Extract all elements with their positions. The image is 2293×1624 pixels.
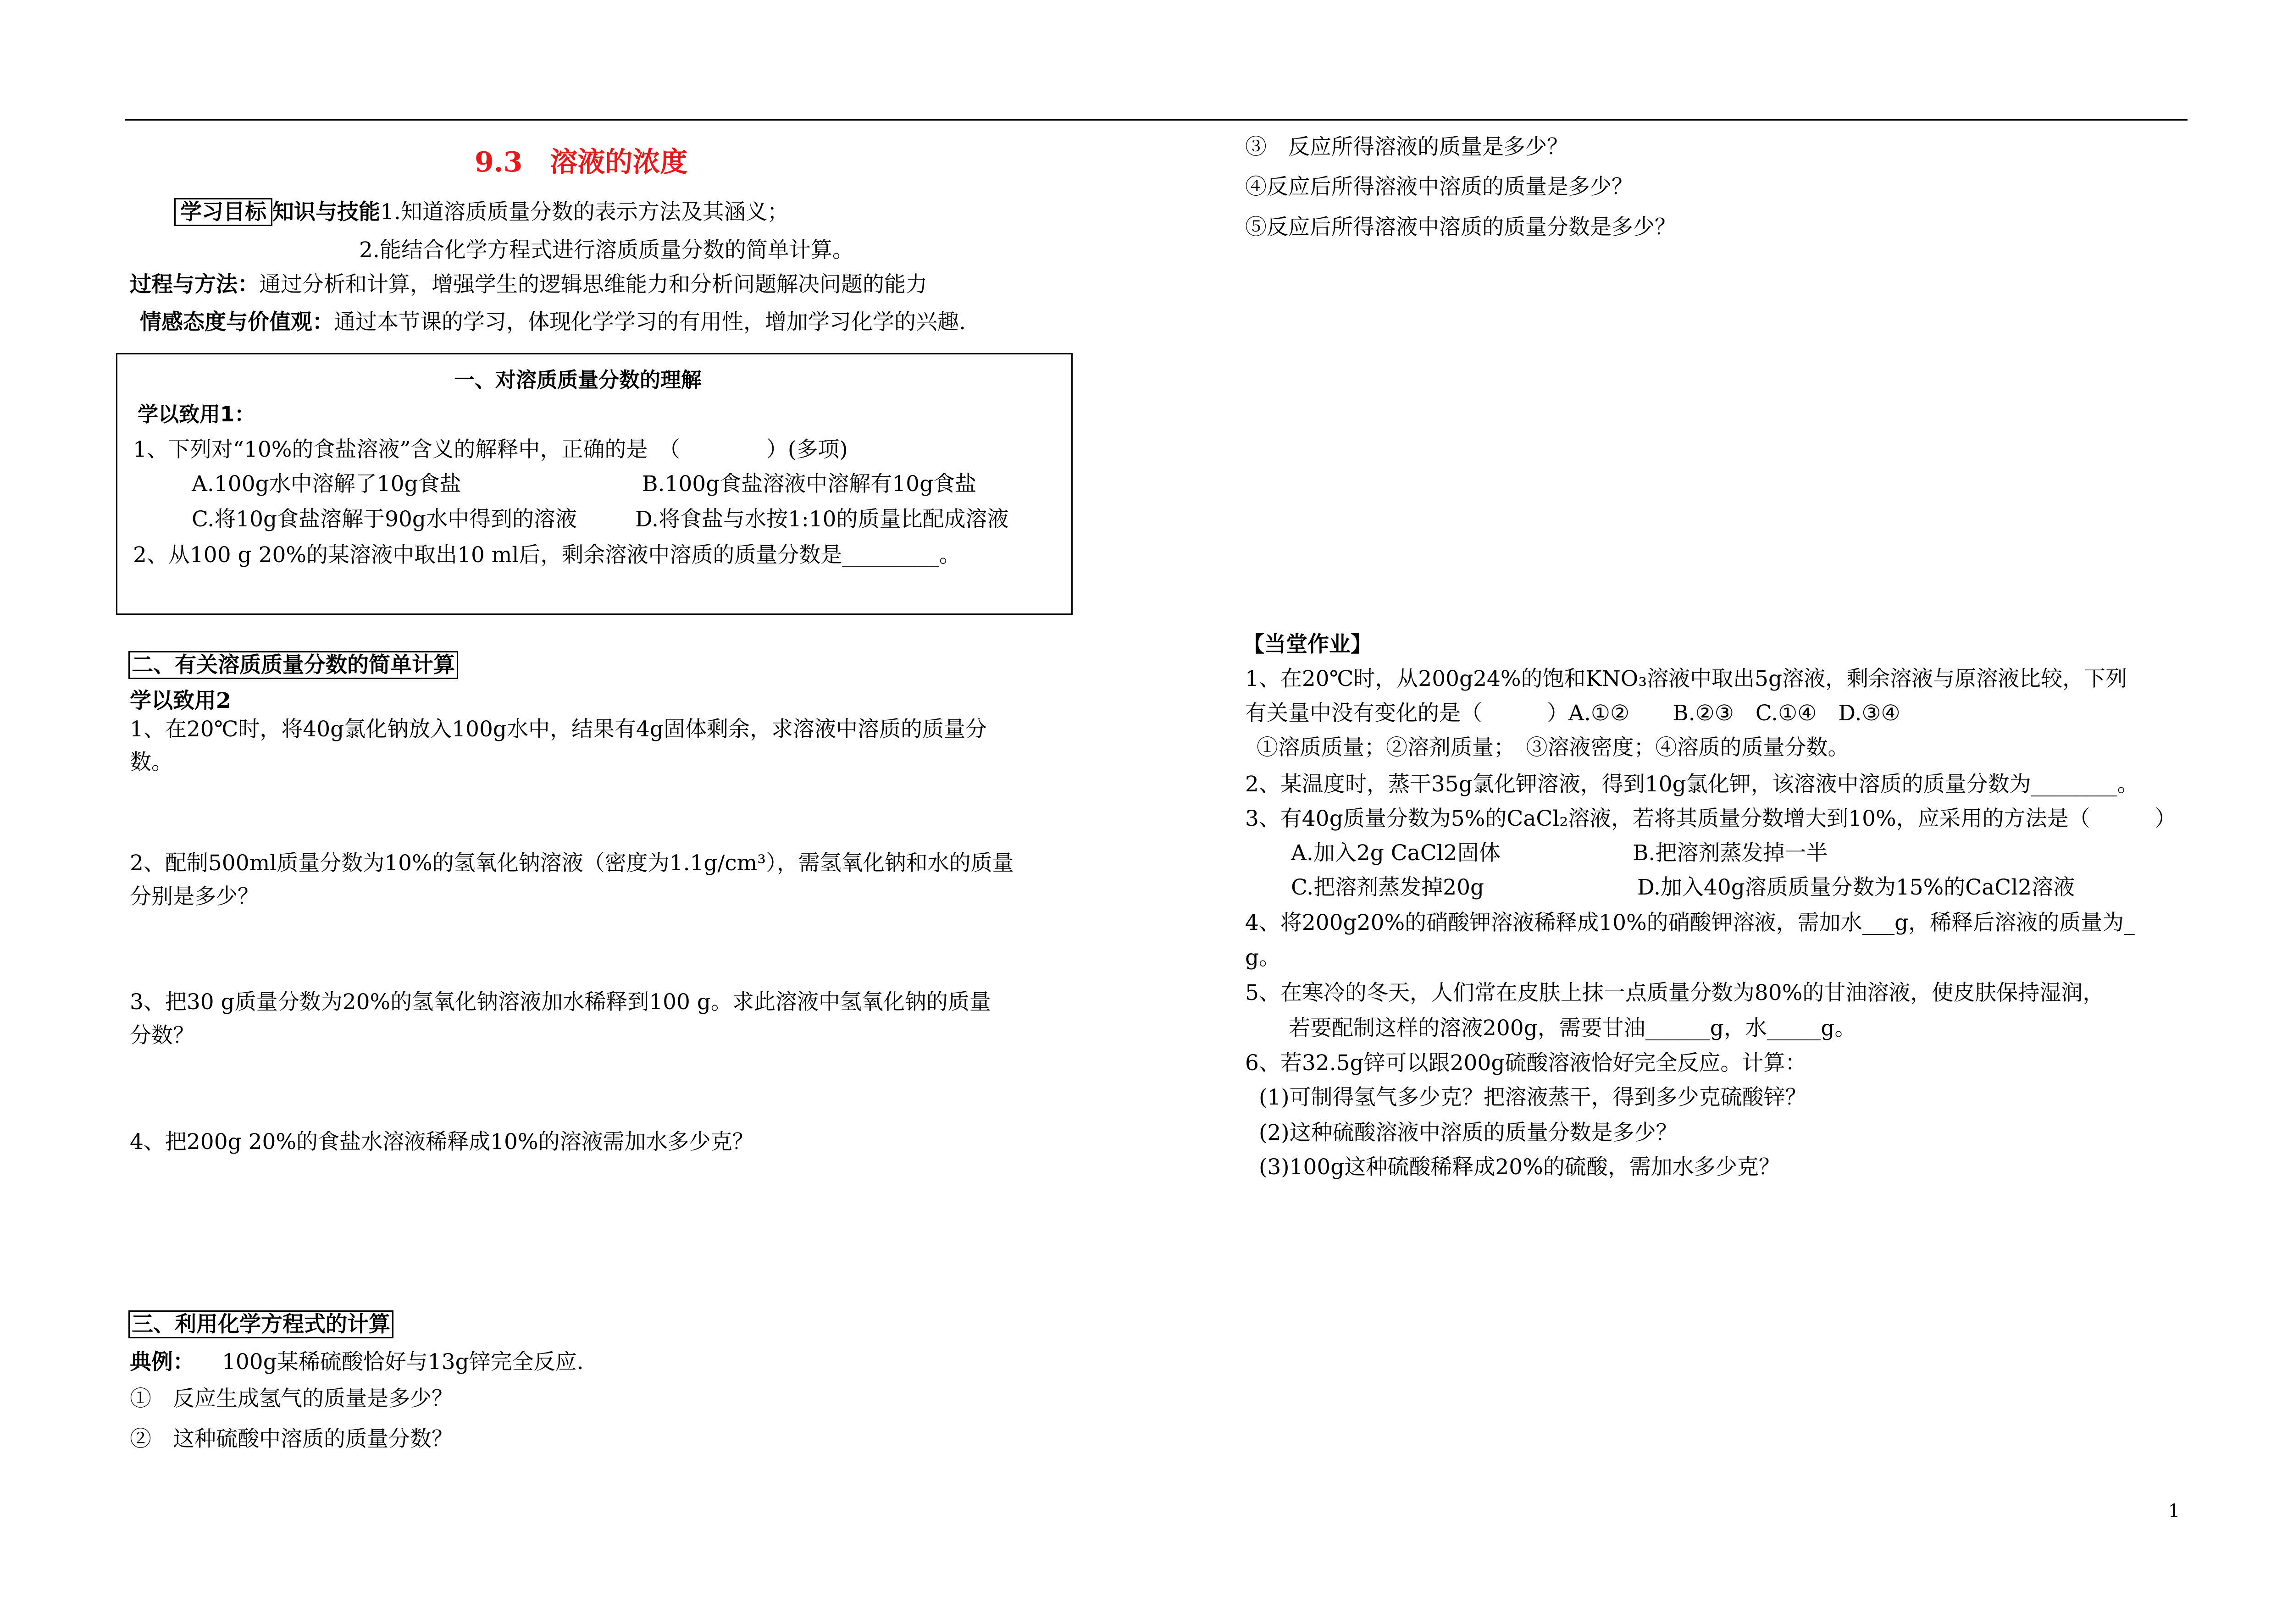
hw-heading: 【当堂作业】 xyxy=(1243,632,1372,657)
hw-q3-b: B.把溶剂蒸发掉一半 xyxy=(1633,840,1828,866)
hw-q4-line2: g。 xyxy=(1245,945,1281,970)
goal-emotion-line xyxy=(140,308,966,336)
hw-q6-1: (1)可制得氢气多少克？把溶液蒸干，得到多少克硫酸锌？ xyxy=(1259,1085,1807,1110)
sec2-q2-line2: 分别是多少？ xyxy=(130,884,259,909)
sec2-subhead: 学以致用2 xyxy=(130,688,231,713)
hw-q3: 3、有40g质量分数为5%的CaCl₂溶液，若将其质量分数增大到10%，应采用的方法是（ ） xyxy=(1245,806,2177,831)
sec3-heading: 三、利用化学方程式的计算 xyxy=(128,1310,393,1338)
hw-q5-line2: 若要配制这样的溶液200g，需要甘油______g，水_____g。 xyxy=(1289,1016,1856,1041)
goal-line-1 xyxy=(174,198,789,226)
hw-q1-line1: 1、在20℃时，从200g24%的饱和KNO₃溶液中取出5g溶液，剩余溶液与原溶液比较，下列 xyxy=(1245,666,2127,691)
hw-q3-c: C.把溶剂蒸发掉20g xyxy=(1291,875,1484,900)
goal-process-label: 过程与方法： xyxy=(130,272,259,297)
goal-emotion-text: 通过本节课的学习，体现化学学习的有用性，增加学习化学的兴趣. xyxy=(334,309,966,335)
sec1-subhead: 学以致用1： xyxy=(138,402,255,426)
sec2-q2-line1: 2、配制500ml质量分数为10%的氢氧化钠溶液（密度为1.1g/cm³），需氢氧化钠和水的质量 xyxy=(130,851,1014,876)
sec1-q1-b: B.100g食盐溶液中溶解有10g食盐 xyxy=(642,471,977,497)
sec2-heading: 二、有关溶质质量分数的简单计算 xyxy=(128,651,458,679)
goal-emotion-label: 情感态度与价值观： xyxy=(140,309,334,335)
hw-q6: 6、若32.5g锌可以跟200g硫酸溶液恰好完全反应。计算： xyxy=(1245,1050,1807,1076)
hw-q6-2: (2)这种硫酸溶液中溶质的质量分数是多少？ xyxy=(1259,1120,1678,1145)
sec2-heading-wrap xyxy=(128,651,458,679)
goal-knowledge-label: 知识与技能 xyxy=(272,199,380,225)
hw-q5-line1: 5、在寒冷的冬天，人们常在皮肤上抹一点质量分数为80%的甘油溶液，使皮肤保持湿润， xyxy=(1245,980,2105,1005)
sec3-q2: ② 这种硫酸中溶质的质量分数？ xyxy=(130,1426,453,1452)
sec1-q2: 2、从100 g 20%的某溶液中取出10 ml后，剩余溶液中溶质的质量分数是_________。 xyxy=(133,542,961,568)
goal-process-text: 通过分析和计算，增强学生的逻辑思维能力和分析问题解决问题的能力 xyxy=(259,272,927,297)
sec1-q1: 1、下列对“10%的食盐溶液”含义的解释中，正确的是 （ ）(多项) xyxy=(133,437,848,462)
sec3-heading-wrap xyxy=(128,1310,393,1338)
page-number: 1 xyxy=(2168,1501,2180,1522)
sec2-q4: 4、把200g 20%的食盐水溶液稀释成10%的溶液需加水多少克？ xyxy=(130,1129,754,1154)
goal-label: 学习目标 xyxy=(174,198,272,226)
sec3-example-text: 100g某稀硫酸恰好与13g锌完全反应. xyxy=(222,1349,584,1375)
sec3-example-label: 典例： xyxy=(130,1349,194,1375)
hw-q3-d: D.加入40g溶质质量分数为15%的CaCl2溶液 xyxy=(1637,875,2075,900)
cont-q4: ④反应后所得溶液中溶质的质量是多少？ xyxy=(1245,174,1633,199)
cont-q3: ③ 反应所得溶液的质量是多少？ xyxy=(1245,134,1568,160)
sec2-q1-line1: 1、在20℃时，将40g氯化钠放入100g水中，结果有4g固体剩余，求溶液中溶质的质量分 xyxy=(130,717,987,742)
top-rule xyxy=(125,119,2188,121)
page-title: 9.3 溶液的浓度 xyxy=(475,146,688,178)
hw-q4-line1: 4、将200g20%的硝酸钾溶液稀释成10%的硝酸钾溶液，需加水___g，稀释后溶液的质量为_ xyxy=(1245,910,2135,935)
hw-q1-line3: ①溶质质量；②溶剂质量； ③溶液密度；④溶质的质量分数。 xyxy=(1257,735,1850,760)
sec1-q1-d: D.将食盐与水按1:10的质量比配成溶液 xyxy=(635,507,1009,532)
goal-process-line xyxy=(130,271,927,298)
goal-knowledge-2: 2.能结合化学方程式进行溶质质量分数的简单计算。 xyxy=(359,238,854,263)
sec3-example xyxy=(130,1348,584,1376)
goal-knowledge-1: 1.知道溶质质量分数的表示方法及其涵义； xyxy=(380,199,789,225)
sec3-q1: ① 反应生成氢气的质量是多少？ xyxy=(130,1386,453,1411)
hw-q1-line2: 有关量中没有变化的是（ ）A.①② B.②③ C.①④ D.③④ xyxy=(1245,701,1900,726)
hw-q2: 2、某温度时，蒸干35g氯化钾溶液，得到10g氯化钾，该溶液中溶质的质量分数为________。 xyxy=(1245,772,2139,797)
sec2-q1-line2: 数。 xyxy=(130,750,173,775)
sec1-q1-c: C.将10g食盐溶解于90g水中得到的溶液 xyxy=(192,507,577,532)
sec2-q3-line2: 分数？ xyxy=(130,1023,194,1048)
hw-q6-3: (3)100g这种硫酸稀释成20%的硫酸，需加水多少克？ xyxy=(1259,1154,1780,1180)
hw-q3-a: A.加入2g CaCl2固体 xyxy=(1291,840,1501,866)
sec1-heading: 一、对溶质质量分数的理解 xyxy=(454,368,702,392)
cont-q5: ⑤反应后所得溶液中溶质的质量分数是多少？ xyxy=(1245,215,1676,240)
sec1-q1-a: A.100g水中溶解了10g食盐 xyxy=(192,471,461,497)
sec2-q3-line1: 3、把30 g质量分数为20%的氢氧化钠溶液加水稀释到100 g。求此溶液中氢氧化钠的质量 xyxy=(130,989,991,1015)
